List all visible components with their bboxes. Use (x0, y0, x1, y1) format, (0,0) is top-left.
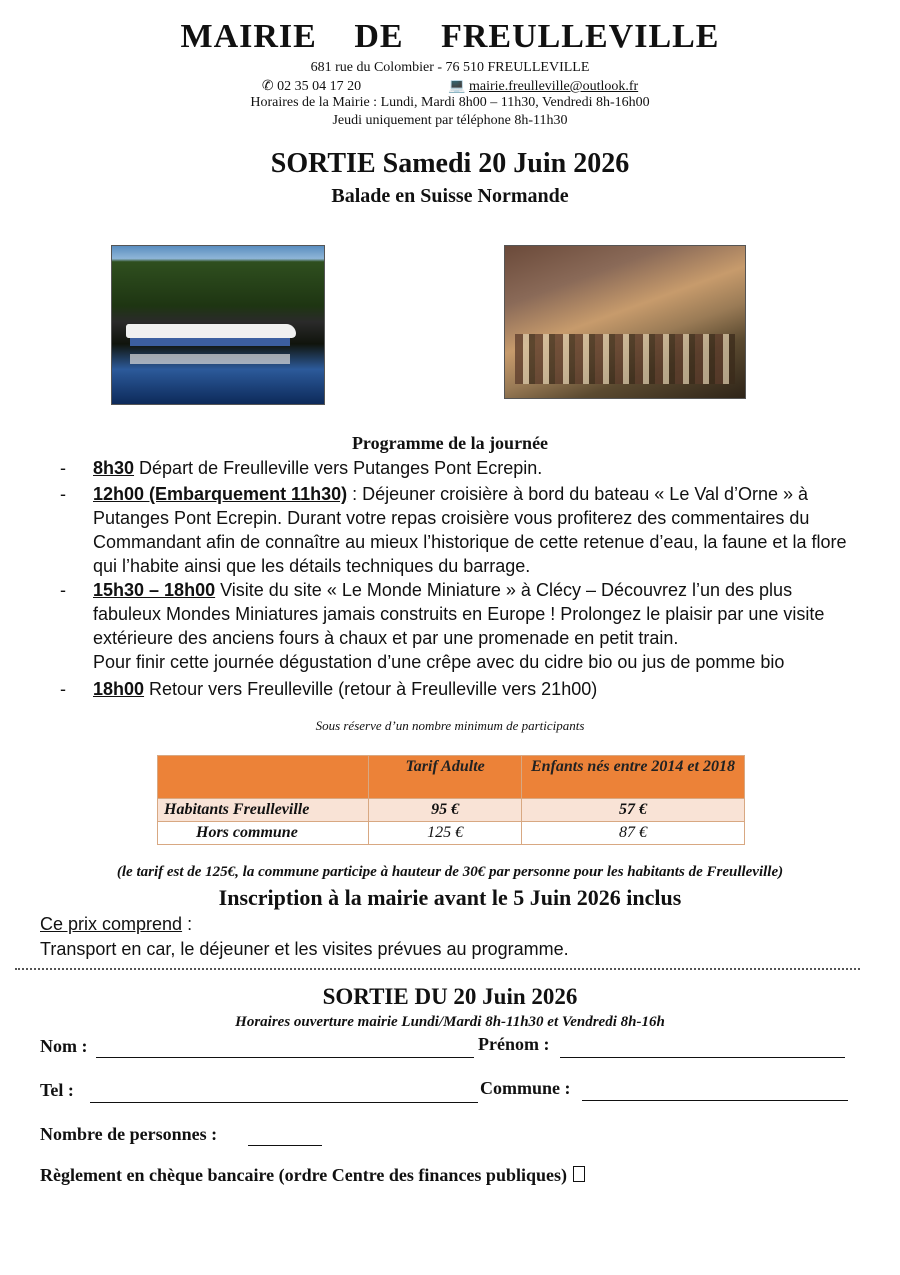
programme-text: Visite du site « Le Monde Miniature » à Clécy – Découvrez l’un des plus fabuleux Mondes Miniatures jamais construits en Europe ! Prolongez le plaisir par une visite extérieure des anciens fours à chaux et par une promenade en petit train. (93, 580, 825, 648)
table-header-cell: Enfants nés entre 2014 et 2018 (521, 756, 744, 799)
computer-icon: 💻 (448, 79, 466, 94)
nombre-personnes-label: Nombre de personnes : (40, 1124, 218, 1144)
prix-comprend-text: Transport en car, le déjeuner et les visites prévues au programme. (40, 939, 569, 959)
programme-title: Programme de la journée (351, 433, 549, 453)
table-cell-label: Habitants Freulleville (158, 799, 369, 822)
programme-time: 18h00 (93, 679, 145, 699)
programme-item: - 18h00 Retour vers Freulleville (retour à Freulleville vers 21h00) (60, 679, 598, 699)
tarif-note: (le tarif est de 125€, la commune participe à hauteur de 30€ par personne pour les habitants de Freulleville) (116, 864, 784, 880)
programme-text: Départ de Freulleville vers Putanges Pont Ecrepin. (134, 458, 543, 478)
programme-text: Retour vers Freulleville (retour à Freulleville vers 21h00) (144, 679, 598, 699)
programme-time: 8h30 (93, 458, 135, 478)
nom-label: Nom : (40, 1036, 88, 1056)
inscription-deadline: Inscription à la mairie avant le 5 Juin 2026 inclus (218, 885, 682, 910)
reserve-note: Sous réserve d’un nombre minimum de participants (315, 718, 585, 733)
prenom-label: Prénom : (478, 1034, 550, 1054)
table-row (158, 799, 745, 822)
programme-time: 15h30 – 18h00 (93, 580, 216, 600)
prenom-field[interactable] (560, 1057, 845, 1058)
nom-field[interactable] (96, 1057, 474, 1058)
programme-time: 12h00 (Embarquement 11h30) (93, 484, 348, 504)
form-hours: Horaires ouverture mairie Lundi/Mardi 8h-11h30 et Vendredi 8h-16h (235, 1014, 665, 1030)
contact-line (0, 78, 900, 95)
programme-item: - 15h30 – 18h00 Visite du site « Le Monde Miniature » à Clécy – Découvrez l’un des plus fabuleux Mondes Miniatures jamais construits en Europe ! Prolongez le plaisir par une visite extérieure des anciens fours à chaux et par une promenade en petit train. Pour finir cette journée dégustation d’une crêpe avec du cidre bio ou jus de pomme bio (60, 580, 825, 672)
address: 681 rue du Colombier - 76 510 FREULLEVILLE (310, 60, 590, 75)
commune-field[interactable] (582, 1100, 848, 1101)
event-title: SORTIE Samedi 20 Juin 2026 (270, 148, 630, 179)
table-row (158, 822, 745, 845)
reglement-label: Règlement en chèque bancaire (ordre Centre des finances publiques) (40, 1165, 567, 1185)
nombre-personnes-field[interactable] (248, 1145, 322, 1146)
boat-photo (111, 245, 325, 405)
prix-comprend-label: Ce prix comprend : (40, 914, 193, 934)
tel-field[interactable] (90, 1102, 478, 1103)
mairie-hours: Horaires de la Mairie : Lundi, Mardi 8h00 – 11h30, Vendredi 8h-16h00 (250, 95, 650, 110)
phone-icon: ✆ (261, 79, 274, 94)
table-cell-enfant: 57 € (521, 799, 744, 822)
email-link[interactable]: mairie.freulleville@outlook.fr (469, 79, 639, 94)
mairie-hours-phone: Jeudi uniquement par téléphone 8h-11h30 (332, 113, 568, 128)
table-cell-enfant: 87 € (521, 822, 744, 845)
programme-item: - 12h00 (Embarquement 11h30) : Déjeuner croisière à bord du bateau « Le Val d’Orne » à Putanges Pont Ecrepin. Durant votre repas croisière vous profiterez des commentaires du Commandant afin de connaître au mieux l’historique de cette retenue d’eau, la faune et la flore qui l’habite ainsi que les détails techniques du barrage. (60, 484, 847, 576)
event-subtitle: Balade en Suisse Normande (331, 185, 569, 207)
programme-text: : Déjeuner croisière à bord du bateau « Le Val d’Orne » à Putanges Pont Ecrepin. Durant votre repas croisière vous profiterez des commentaires du Commandant afin de connaître au mieux l’historique de cette retenue d’eau, la faune et la flore qui l’habite ainsi que les détails techniques du barrage. (93, 484, 847, 576)
page-title: MAIRIE DE FREULLEVILLE (180, 18, 720, 55)
reglement-line (40, 1165, 585, 1186)
phone-number: 02 35 04 17 20 (277, 79, 362, 94)
table-header-cell (158, 756, 369, 799)
table-cell-adulte: 95 € (369, 799, 522, 822)
cut-line-divider (15, 968, 860, 970)
table-cell-adulte: 125 € (369, 822, 522, 845)
reglement-checkbox[interactable] (573, 1166, 585, 1182)
programme-extra: Pour finir cette journée dégustation d’une crêpe avec du cidre bio ou jus de pomme bio (93, 652, 785, 672)
tel-label: Tel : (40, 1080, 74, 1100)
tarif-table (157, 755, 745, 845)
commune-label: Commune : (480, 1078, 571, 1098)
table-header-cell: Tarif Adulte (369, 756, 522, 799)
table-cell-label: Hors commune (158, 822, 369, 845)
form-title: SORTIE DU 20 Juin 2026 (322, 984, 578, 1009)
table-header-row (158, 756, 745, 799)
miniature-world-photo (504, 245, 746, 399)
programme-item: - 8h30 Départ de Freulleville vers Putanges Pont Ecrepin. (60, 458, 543, 478)
